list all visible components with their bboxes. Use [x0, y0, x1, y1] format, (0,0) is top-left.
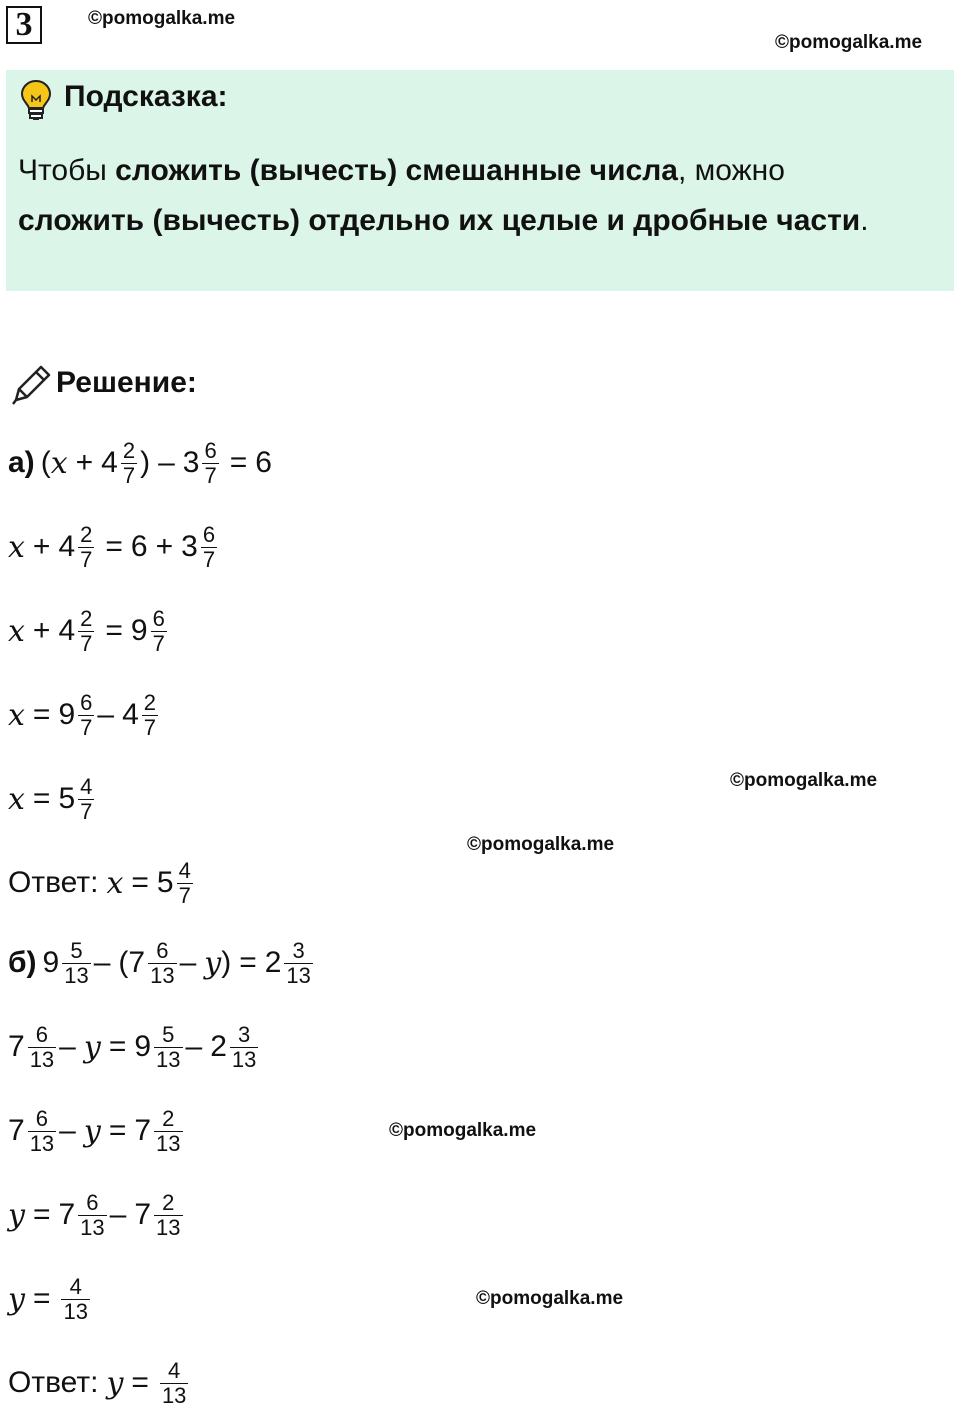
- answer-a: Ответ: x = 5 $\frac{4}{7}$: [8, 857, 191, 908]
- watermark: ©pomogalka.me: [775, 32, 923, 53]
- pencil-icon: [10, 364, 52, 406]
- watermark: ©pomogalka.me: [88, 8, 236, 29]
- equation-b-5: y = $\frac{4}{13}$: [8, 1273, 88, 1324]
- watermark: ©pomogalka.me: [467, 834, 615, 855]
- equation-a-3: x + 4 $\frac{2}{7}$ = 9 $\frac{6}{7}$: [8, 605, 165, 656]
- watermark: ©pomogalka.me: [389, 1120, 537, 1141]
- answer-b: Ответ: y = $\frac{4}{13}$: [8, 1357, 187, 1408]
- solution-title: Решение:: [56, 366, 197, 399]
- equation-b-4: y = 7 $\frac{6}{13}$ – 7 $\frac{2}{13}$: [8, 1189, 181, 1240]
- equation-a-5: x = 5 $\frac{4}{7}$: [8, 773, 93, 824]
- equation-b-2: 7 $\frac{6}{13}$ – y = 9 $\frac{5}{13}$ – 2 $\frac{3}{13}$: [8, 1021, 257, 1072]
- equation-b-3: 7 $\frac{6}{13}$ – y = 7 $\frac{2}{13}$: [8, 1105, 181, 1156]
- lightbulb-icon: [18, 78, 54, 122]
- equation-a-1: а) ( x + 4 $\frac{2}{7}$ ) – 3 $\frac{6}{7}$ = 6: [8, 437, 272, 488]
- equation-a-4: x = 9 $\frac{6}{7}$ – 4 $\frac{2}{7}$: [8, 689, 157, 740]
- equation-a-2: x + 4 $\frac{2}{7}$ = 6 + 3 $\frac{6}{7}$: [8, 521, 216, 572]
- task-number: 3: [6, 6, 42, 44]
- watermark: ©pomogalka.me: [476, 1288, 624, 1309]
- watermark: ©pomogalka.me: [730, 770, 878, 791]
- equation-b-1: б) 9 $\frac{5}{13}$ – ( 7 $\frac{6}{13}$ – y ) = 2 $\frac{3}{13}$: [8, 937, 311, 988]
- hint-title: Подсказка:: [64, 80, 228, 113]
- hint-text: Чтобы сложить (вычесть) смешанные числа, можно сложить (вычесть) отдельно их целые и дробные части.: [18, 154, 869, 237]
